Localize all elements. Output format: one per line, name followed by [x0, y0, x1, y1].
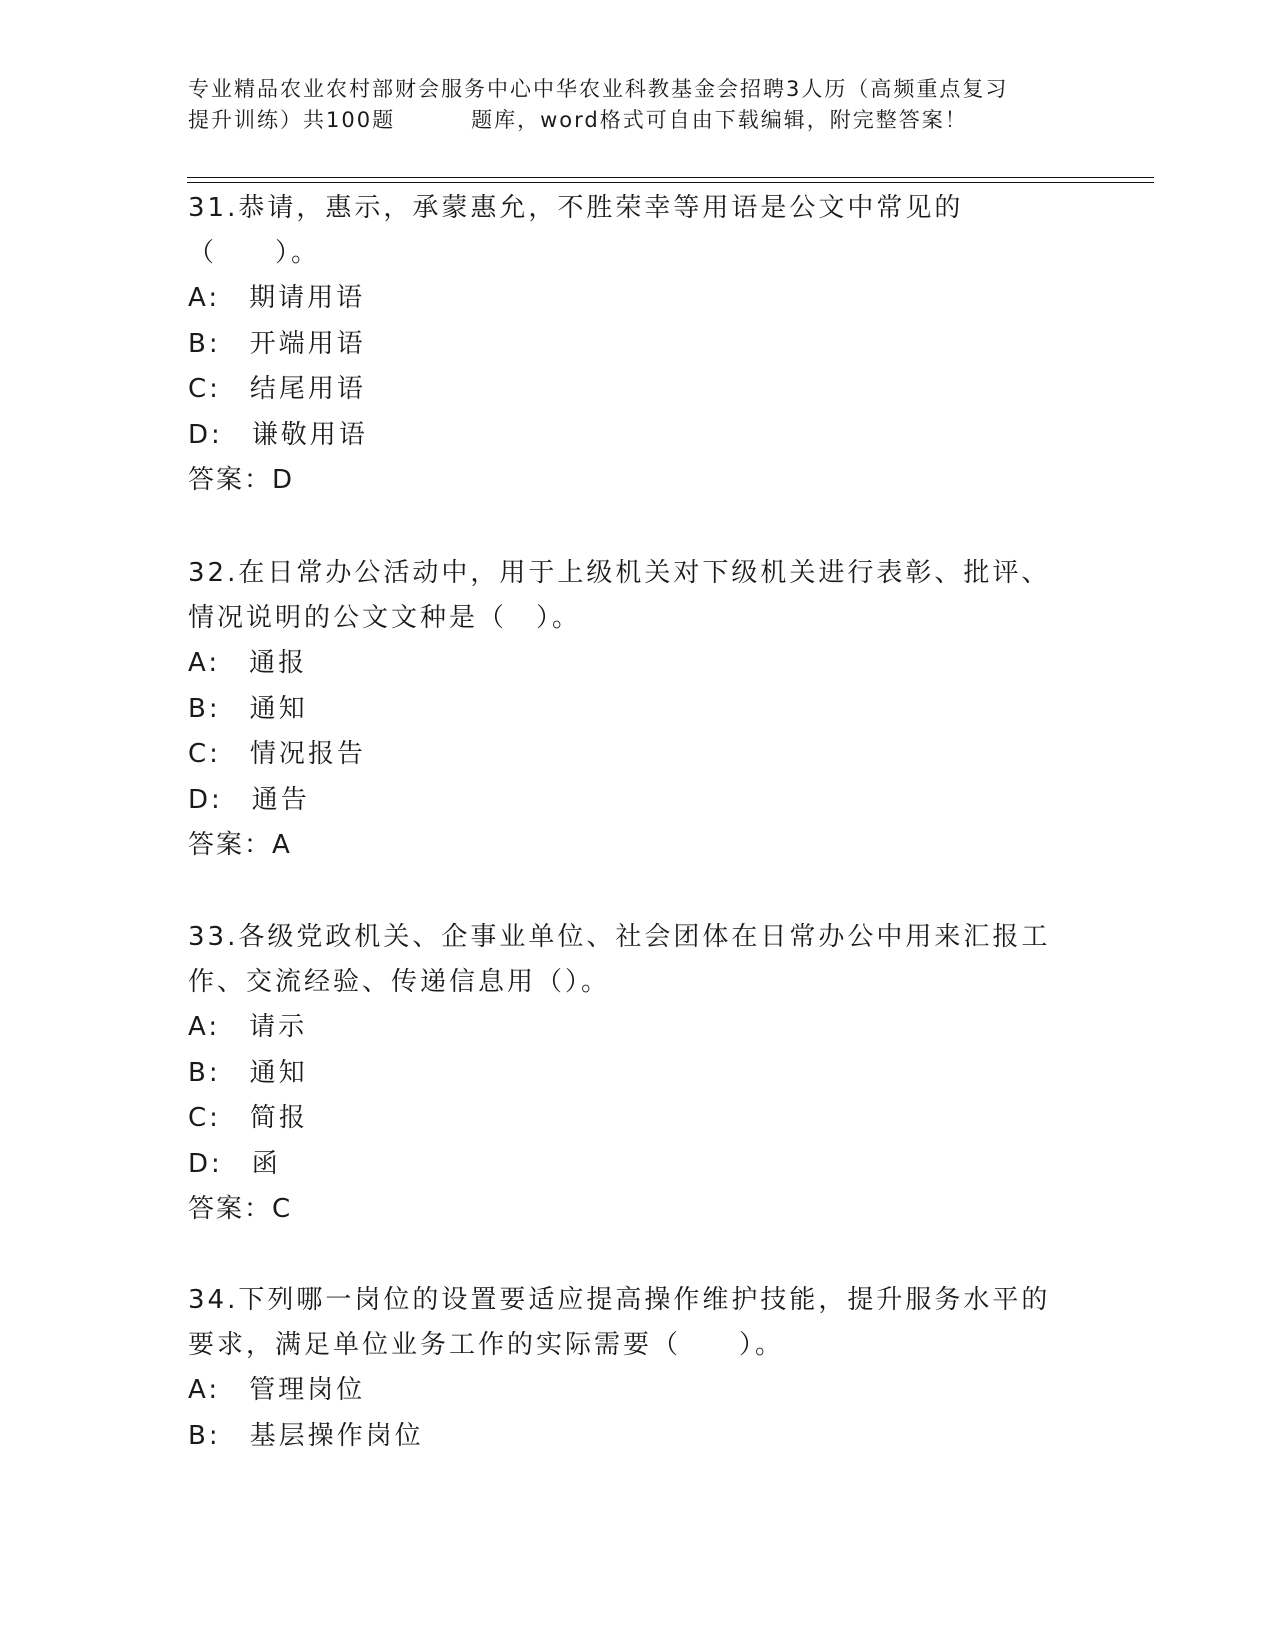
question-33 [188, 915, 1078, 1233]
question-text: 34.下列哪一岗位的设置要适应提高操作维护技能，提升服务水平的要求，满足单位业务工作的实际需要（ ）。 [188, 1285, 1051, 1360]
header-divider-bottom [187, 182, 1154, 183]
answer-line: 答案：C [188, 1194, 293, 1224]
answer-line: 答案：D [188, 465, 295, 495]
option-d: D: 谦敬用语 [188, 419, 368, 450]
option-b: B: 开端用语 [188, 328, 366, 359]
option-a: A: 管理岗位 [188, 1375, 366, 1405]
option-b: B: 通知 [188, 693, 308, 724]
header-title-part-b: 题库，word格式可自由下载编辑，附完整答案！ [471, 108, 968, 132]
header-title-line-1: 专业精品农业农村部财会服务中心中华农业科教基金会招聘3人历（高频重点复习 [188, 77, 1009, 101]
option-b: B: 通知 [188, 1057, 308, 1088]
option-a: A: 请示 [188, 1012, 308, 1042]
option-a: A: 通报 [188, 648, 308, 678]
option-b: B: 基层操作岗位 [188, 1420, 424, 1451]
option-c: C: 情况报告 [188, 739, 366, 769]
question-32 [188, 551, 1078, 869]
header-divider-top [187, 177, 1154, 178]
question-text: 31.恭请，惠示，承蒙惠允，不胜荣幸等用语是公文中常见的（ ）。 [188, 193, 964, 268]
question-34 [188, 1278, 1078, 1459]
header-title-part-a: 提升训练）共100题 [188, 108, 396, 132]
question-text: 32.在日常办公活动中，用于上级机关对下级机关进行表彰、批评、情况说明的公文文种是（ ）。 [188, 558, 1051, 633]
question-text: 33.各级党政机关、企事业单位、社会团体在日常办公中用来汇报工作、交流经验、传递信息用（）。 [188, 922, 1051, 997]
option-d: D: 函 [188, 1148, 281, 1179]
header-title-line-2 [188, 105, 1088, 136]
option-a: A: 期请用语 [188, 283, 366, 313]
question-31 [188, 186, 1078, 504]
document-header [188, 74, 1088, 136]
answer-line: 答案：A [188, 830, 292, 860]
option-c: C: 简报 [188, 1103, 308, 1133]
option-d: D: 通告 [188, 784, 310, 815]
option-c: C: 结尾用语 [188, 374, 366, 404]
